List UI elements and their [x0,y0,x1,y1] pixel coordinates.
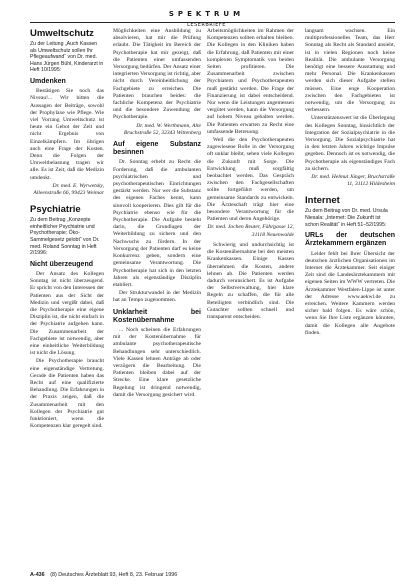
article-reference: Zu dem Beitrag von Dr. med. Ursula Niesala: „Internet: Die Zukunft ist schon Realität“ in Heft 51–52/1995: [305,208,388,228]
column-2 [113,28,201,563]
letter-body: Möglichkeiten eine Ausbildung zu absolvieren, hat mir die Prüfung erlaubt. Die Tätigkeit im Bereich der Psychotherapie hat mir gezeigt, daß die Patienten einer umfassenden Versorgung bedürfen. Der Ansatz einer integrierten Versorgung ist richtig, aber nicht durch Vereinheitlichung der Fachgebiete zu erreichen. Die Patienten brauchen beides: die fachliche Kompetenz der Psychiatrie und die besondere Zuwendung der Psychotherapie. [113,28,201,121]
letter-body: Die Psychotherapie braucht eine eigenständige Vertretung. Gerade die Patienten haben das Recht auf eine qualifizierte Behandlung. Die Erfahrungen in der Praxis zeigen, daß die Zusammenarbeit mit den Kollegen der Psychiatrie gut funktioniert, wenn die Kompetenzen klar geregelt sind. [30,358,104,430]
running-head [0,3,413,28]
journal-citation: (8) Deutsches Ärzteblatt 93, Heft 8, 23. Februar 1996 [50,572,178,578]
page-number: A-436 [30,572,45,578]
letter-signature: Dr. med. Helmut Jünger, Bruchstraße 11, 31112 Hildesheim [311,174,395,188]
article-reference: Zu der Leitung „Auch Kassen als Umweltschutz sollen Ihr Pflegeaufwand“ von Dr. med. Hans Jürgen Bühl, Kinderarzt in Heft 10/1995: [30,41,104,74]
letter-body: Bestätigen Sie noch das Niveau!... Wir bitten die Aussagen der Beiträge, sowohl der Prophylaxe wie Pflege. Wie viel Vorrang Umweltschutz ist heute ein Gebot der Zeit und nicht Ergebnis von Einzelkämpfern. Im übrigen auch eine Frage der Kosten. Denn die Folgen der Umweltbelastung tragen wir alle. Es ist Zeit, daß die Medizin umdenkt. [30,88,104,181]
column-1 [30,28,104,563]
letter-signature: Dr. med. W. Werthmann, Alte Bruchstraße 52, 32343 Wittenberg [123,122,201,136]
heading-psychiatrie: Psychiatrie [30,204,81,216]
letter-body: langsam wachsen. Ein multiprofessionelles Team, das Herr Sonntag als Recht als Standard ansieht, ist in vielen Regionen noch keine Realität. Die ambulante Versorgung benötigt eine bessere Ausstattung und mehr Personal. Die Krankenkassen werden sich dieser Aufgabe stellen müssen. Eine enge Kooperation zwischen den Fachgebieten ist notwendig, um die Versorgung zu verbessern. [305,28,395,114]
letter-body: Der Ansatz des Kollegen Sonntag ist nicht überzeugend. Er spricht von den Interessen der Patienten aus der Sicht der Medizin und vergißt dabei, daß die Psychotherapie eine eigene Disziplin ist, die nicht einfach in der Psychiatrie aufgehen kann. Die Zusammenarbeit der Fachgebiete ist notwendig, aber eine einheitliche Weiterbildung ist nicht die Lösung. [30,270,104,357]
section-subtitle: LESERBRIEFE [187,22,226,28]
letter-body: Dr. Sonntag erhebt zu Recht die Forderung, daß die ambulanten psychiatrischen und psychotherapeutischen Einrichtungen gestärkt werden. Nur wer die Substanz des eigenen Faches kennt, kann sinnvoll kooperieren. Dies gilt für die Psychiatrie ebenso wie für die Psychotherapie. Die Aufgabe besteht darin, die Grundlagen der Weiterbildung zu sichern und den Nachwuchs zu fördern. In der Versorgung der Patienten darf es keine Konkurrenz geben, sondern eine gemeinsame Verantwortung. Die Psychotherapie hat sich in den letzten Jahren als eigenständige Disziplin etabliert. [113,159,201,288]
article-reference: Zu dem Beitrag „Konzepte einheitlicher Psychiatrie und Psychotherapie; Öko-Sammelgesetz gelobt“ von Dr. med. Roland Sonntag in Heft 2/1996: [30,217,100,257]
heading-internet: Internet [305,195,340,207]
letter-title: URLs der deutschen Ärztekammern ergänzen [305,232,395,248]
letter-signature: Dr. med. Jochen Reuter, Fährgasse 12, 31118 Neuenwalde [207,224,294,238]
heading-umweltschutz: Umweltschutz [30,28,94,39]
letter-body: Der Strukturwandel in der Medizin hat an Tempo zugenommen. [113,290,201,304]
letter-body: Leider fehlt bei Ihrer Übersicht der deutschen ärztlichen Organisationen im Internet die Ärztekammer. Seit einiger Zeit sind die Landesärztekammern mit eigenen Seiten im WWW vertreten. Die Ärztekammer Westfalen-Lippe ist unter der Adresse www.aekwl.de zu erreichen. Weitere Kammern werden sicher bald folgen. Es wäre schön, wenn Sie Ihre Liste ergänzen könnten, damit die Kollegen alle Angebote finden. [305,250,395,336]
header-rule [30,22,395,23]
letter-body: Weil die den Psychotherapeuten zugewiesene Rolle in der Versorgung oft unklar bleibt, sehen viele Kollegen die Zukunft mit Sorge. Die Entwicklung muß sorgfältig beobachtet werden. Das Gespräch zwischen den Fachgesellschaften sollte fortgeführt werden, um gemeinsame Standards zu entwickeln. Die Ärzteschaft trägt hier eine besondere Verantwortung für die Patienten und deren Angehörige. [207,137,294,223]
page-footer [30,572,395,579]
letter-title: Umdenken [30,77,66,85]
letter-title: Auf eigene Substanz besinnen [113,141,201,157]
letter-body: Schwierig und undurchsichtig ist die Kostenübernahme bei den meisten Krankenkassen. Einige Kassen übernehmen die Kosten, andere lehnen ab. Die Patienten werden dadurch verunsichert. Es ist Aufgabe der Selbstverwaltung, hier klare Regeln zu schaffen, die für alle Beteiligten verbindlich sind. Die Gutachter sollten schnell und transparent entscheiden. [207,241,294,320]
letter-body: Arbeitsmöglichkeiten im Rahmen der Kompetenzen sollten erhalten bleiben. Die Kollegen in den Kliniken haben die Erfahrung, daß Patienten mit einer komplexen Symptomatik von beiden Seiten profitieren. Die Zusammenarbeit zwischen Psychiatern und Psychotherapeuten muß gestärkt werden. Die Frage der Finanzierung ist dabei entscheidend. Nur wenn die Leistungen angemessen vergütet werden, kann die Versorgung auf hohem Niveau gehalten werden. Die Patienten erwarten zu Recht eine umfassende Betreuung. [207,28,294,135]
column-4 [305,28,395,563]
letter-body: Unterstützenswert ist die Überlegung des Kollegen Sonntag, hinsichtlich der Integration der Sozialpsychiatrie in die Versorgung. Die Sozialpsychiatrie hat in den letzten Jahren wichtige Impulse gegeben. Dennoch ist es notwendig, die Psychotherapie als eigenständiges Fach zu sichern. [305,115,395,172]
letter-title: Unklarheit bei Kostenübernahme [113,308,201,324]
section-title: SPEKTRUM [168,10,245,18]
letter-title: Nicht überzeugend [30,260,94,268]
column-3 [207,28,294,563]
letter-body: ... Noch scheinen die Erfahrungen mit der Kostenübernahme für ambulante psychotherapeutische Behandlungen sehr unterschiedlich. Viele Kassen lehnen Anträge ab oder verzögern die Bearbeitung. Die Patienten bleiben dabei auf der Strecke. Eine klare gesetzliche Regelung ist dringend notwendig, damit die Versorgung gesichert wird. [113,326,201,398]
letter-signature: Dr. med. E. Wyrwetsky, Alleenstraße 66, 99423 Weimar [33,182,104,197]
